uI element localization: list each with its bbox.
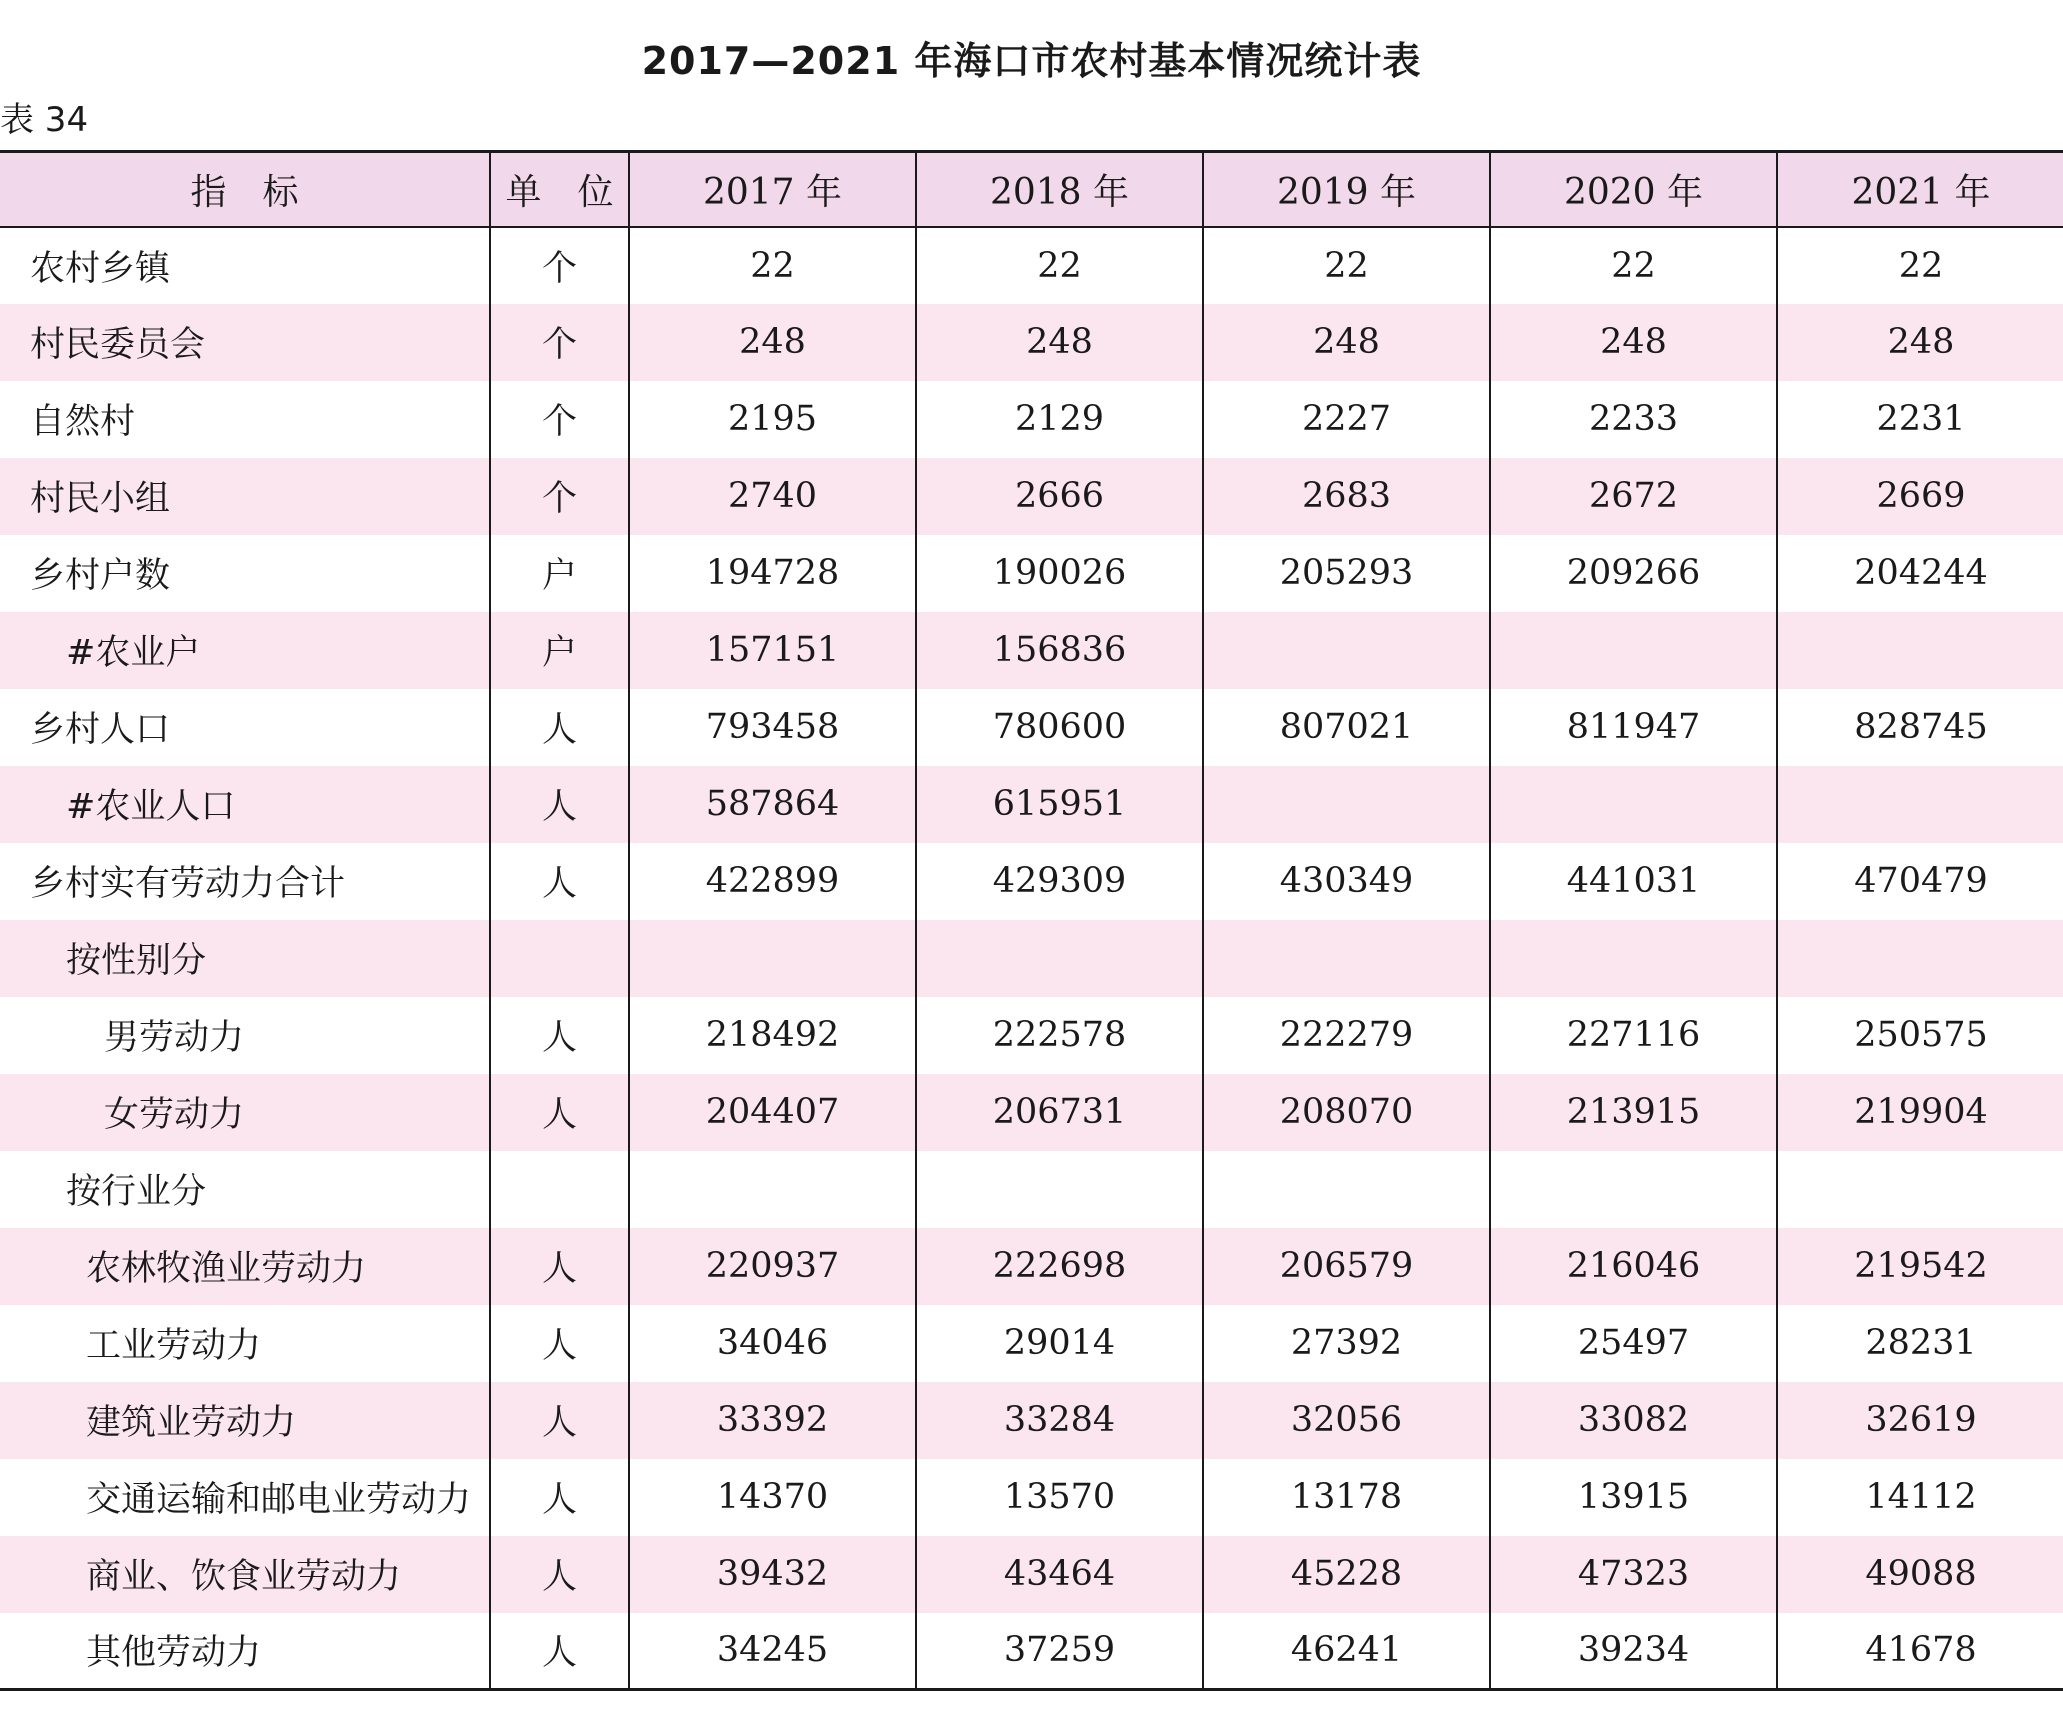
row-unit [490, 920, 629, 997]
row-value-2017: 194728 [629, 535, 916, 612]
row-value-2017: 34046 [629, 1305, 916, 1382]
table-row [0, 304, 2063, 381]
row-unit: 人 [490, 1536, 629, 1613]
row-value-2018 [916, 1151, 1203, 1228]
table-row [0, 535, 2063, 612]
header-year-2017: 2017 年 [629, 152, 916, 227]
row-value-2019: 430349 [1203, 843, 1490, 920]
row-label: 其他劳动力 [0, 1613, 490, 1690]
row-value-2018: 43464 [916, 1536, 1203, 1613]
row-label: 男劳动力 [104, 1018, 245, 1058]
row-value-2018: 29014 [916, 1305, 1203, 1382]
row-value-2020: 248 [1490, 304, 1777, 381]
row-unit: 人 [490, 997, 629, 1074]
table-row [0, 1228, 2063, 1305]
row-value-2020: 441031 [1490, 843, 1777, 920]
header-year-2019: 2019 年 [1203, 152, 1490, 227]
header-year-2021: 2021 年 [1777, 152, 2063, 227]
table-number: 表 34 [0, 100, 89, 140]
table-row [0, 1382, 2063, 1459]
row-value-2019: 248 [1203, 304, 1490, 381]
row-value-2021: 28231 [1777, 1305, 2063, 1382]
row-label: 村民小组 [0, 458, 490, 535]
row-value-2019: 807021 [1203, 689, 1490, 766]
row-value-2017: 422899 [629, 843, 916, 920]
row-value-2018: 33284 [916, 1382, 1203, 1459]
row-value-2018: 22 [916, 227, 1203, 304]
row-unit: 个 [490, 381, 629, 458]
row-value-2020: 22 [1490, 227, 1777, 304]
row-value-2018: 615951 [916, 766, 1203, 843]
row-unit: 个 [490, 458, 629, 535]
row-label: 自然村 [30, 402, 136, 442]
row-unit: 人 [490, 1074, 629, 1151]
row-unit: 人 [490, 1459, 629, 1536]
row-value-2018: 222578 [916, 997, 1203, 1074]
row-label: 商业、饮食业劳动力 [0, 1536, 490, 1613]
row-label: #农业人口 [0, 766, 490, 843]
row-value-2019 [1203, 766, 1490, 843]
row-label: 交通运输和邮电业劳动力 [86, 1480, 472, 1520]
row-value-2021: 219904 [1777, 1074, 2063, 1151]
row-value-2019: 2683 [1203, 458, 1490, 535]
row-value-2019: 13178 [1203, 1459, 1490, 1536]
row-value-2017: 2195 [629, 381, 916, 458]
row-unit: 个 [490, 227, 629, 304]
table-row [0, 1613, 2063, 1690]
row-value-2017: 248 [629, 304, 916, 381]
row-value-2017: 34245 [629, 1613, 916, 1690]
row-value-2019 [1203, 612, 1490, 689]
row-value-2018: 190026 [916, 535, 1203, 612]
header-year-2018: 2018 年 [916, 152, 1203, 227]
statistics-table [0, 150, 2063, 1691]
row-value-2019 [1203, 1151, 1490, 1228]
row-value-2018: 780600 [916, 689, 1203, 766]
row-label: 按性别分 [0, 920, 490, 997]
row-value-2018 [916, 920, 1203, 997]
row-unit: 户 [490, 612, 629, 689]
header-row [0, 152, 2063, 227]
row-unit [490, 1151, 629, 1228]
row-value-2021: 828745 [1777, 689, 2063, 766]
row-unit: 人 [490, 1228, 629, 1305]
row-value-2021 [1777, 1151, 2063, 1228]
row-value-2017 [629, 920, 916, 997]
row-value-2020: 13915 [1490, 1459, 1777, 1536]
row-value-2021: 32619 [1777, 1382, 2063, 1459]
table-row [0, 766, 2063, 843]
row-value-2020: 25497 [1490, 1305, 1777, 1382]
header-unit: 单 位 [490, 152, 629, 227]
row-value-2019: 22 [1203, 227, 1490, 304]
row-value-2018: 206731 [916, 1074, 1203, 1151]
table-row [0, 843, 2063, 920]
row-label: 建筑业劳动力 [0, 1382, 490, 1459]
table-row [0, 920, 2063, 997]
row-label: 乡村户数 [30, 556, 171, 596]
row-unit: 人 [490, 1382, 629, 1459]
row-label: 农村乡镇 [30, 248, 171, 289]
row-value-2019: 27392 [1203, 1305, 1490, 1382]
table-row [0, 689, 2063, 766]
row-value-2017: 218492 [629, 997, 916, 1074]
row-value-2018: 37259 [916, 1613, 1203, 1690]
row-value-2020: 2672 [1490, 458, 1777, 535]
row-value-2017: 33392 [629, 1382, 916, 1459]
row-value-2020 [1490, 1151, 1777, 1228]
row-label: 乡村实有劳动力合计 [30, 864, 346, 904]
row-value-2019 [1203, 920, 1490, 997]
row-value-2017: 157151 [629, 612, 916, 689]
row-unit: 人 [490, 1613, 629, 1690]
row-value-2017: 220937 [629, 1228, 916, 1305]
row-value-2018: 2129 [916, 381, 1203, 458]
table-row [0, 1151, 2063, 1228]
row-value-2020 [1490, 920, 1777, 997]
row-value-2021: 2669 [1777, 458, 2063, 535]
row-value-2021: 470479 [1777, 843, 2063, 920]
row-value-2017: 22 [629, 227, 916, 304]
row-value-2018: 13570 [916, 1459, 1203, 1536]
row-label: 工业劳动力 [86, 1326, 262, 1366]
row-label: #农业户 [0, 612, 490, 689]
row-unit: 人 [490, 843, 629, 920]
row-value-2021: 248 [1777, 304, 2063, 381]
row-value-2021: 204244 [1777, 535, 2063, 612]
row-value-2017: 14370 [629, 1459, 916, 1536]
row-value-2018: 2666 [916, 458, 1203, 535]
table-row [0, 612, 2063, 689]
row-value-2020: 47323 [1490, 1536, 1777, 1613]
table-row [0, 1459, 2063, 1536]
row-value-2019: 208070 [1203, 1074, 1490, 1151]
row-value-2019: 2227 [1203, 381, 1490, 458]
row-value-2019: 205293 [1203, 535, 1490, 612]
row-value-2018: 429309 [916, 843, 1203, 920]
row-unit: 人 [490, 766, 629, 843]
row-value-2019: 46241 [1203, 1613, 1490, 1690]
row-unit: 人 [490, 1305, 629, 1382]
row-value-2017: 39432 [629, 1536, 916, 1613]
row-value-2017: 204407 [629, 1074, 916, 1151]
table-row [0, 1305, 2063, 1382]
row-value-2021 [1777, 612, 2063, 689]
row-value-2020: 39234 [1490, 1613, 1777, 1690]
row-value-2017 [629, 1151, 916, 1228]
row-value-2018: 248 [916, 304, 1203, 381]
table-title: 2017—2021 年海口市农村基本情况统计表 [641, 39, 1422, 83]
row-unit: 个 [490, 304, 629, 381]
row-value-2021: 49088 [1777, 1536, 2063, 1613]
row-value-2017: 587864 [629, 766, 916, 843]
row-value-2018: 156836 [916, 612, 1203, 689]
row-value-2020: 33082 [1490, 1382, 1777, 1459]
row-value-2021 [1777, 920, 2063, 997]
row-unit: 人 [490, 689, 629, 766]
table-row [0, 1536, 2063, 1613]
row-label: 女劳动力 [0, 1074, 490, 1151]
row-value-2021: 250575 [1777, 997, 2063, 1074]
row-value-2020: 209266 [1490, 535, 1777, 612]
row-value-2020: 227116 [1490, 997, 1777, 1074]
header-indicator: 指 标 [0, 152, 490, 227]
row-value-2021: 22 [1777, 227, 2063, 304]
row-value-2020: 213915 [1490, 1074, 1777, 1151]
row-value-2017: 2740 [629, 458, 916, 535]
row-value-2019: 32056 [1203, 1382, 1490, 1459]
row-unit: 户 [490, 535, 629, 612]
row-value-2021: 219542 [1777, 1228, 2063, 1305]
table-row [0, 381, 2063, 458]
row-value-2021: 14112 [1777, 1459, 2063, 1536]
row-value-2020: 811947 [1490, 689, 1777, 766]
row-value-2021: 41678 [1777, 1613, 2063, 1690]
row-value-2020: 216046 [1490, 1228, 1777, 1305]
row-value-2019: 206579 [1203, 1228, 1490, 1305]
row-value-2017: 793458 [629, 689, 916, 766]
table-row [0, 1074, 2063, 1151]
row-value-2019: 222279 [1203, 997, 1490, 1074]
row-value-2020 [1490, 612, 1777, 689]
table-row [0, 997, 2063, 1074]
row-label: 农林牧渔业劳动力 [0, 1228, 490, 1305]
row-label: 村民委员会 [0, 304, 490, 381]
row-value-2021 [1777, 766, 2063, 843]
table-row [0, 227, 2063, 304]
header-year-2020: 2020 年 [1490, 152, 1777, 227]
table-row [0, 458, 2063, 535]
row-value-2021: 2231 [1777, 381, 2063, 458]
row-label: 乡村人口 [30, 710, 171, 750]
row-value-2018: 222698 [916, 1228, 1203, 1305]
row-label: 按行业分 [66, 1172, 207, 1212]
row-value-2020: 2233 [1490, 381, 1777, 458]
row-value-2019: 45228 [1203, 1536, 1490, 1613]
row-value-2020 [1490, 766, 1777, 843]
